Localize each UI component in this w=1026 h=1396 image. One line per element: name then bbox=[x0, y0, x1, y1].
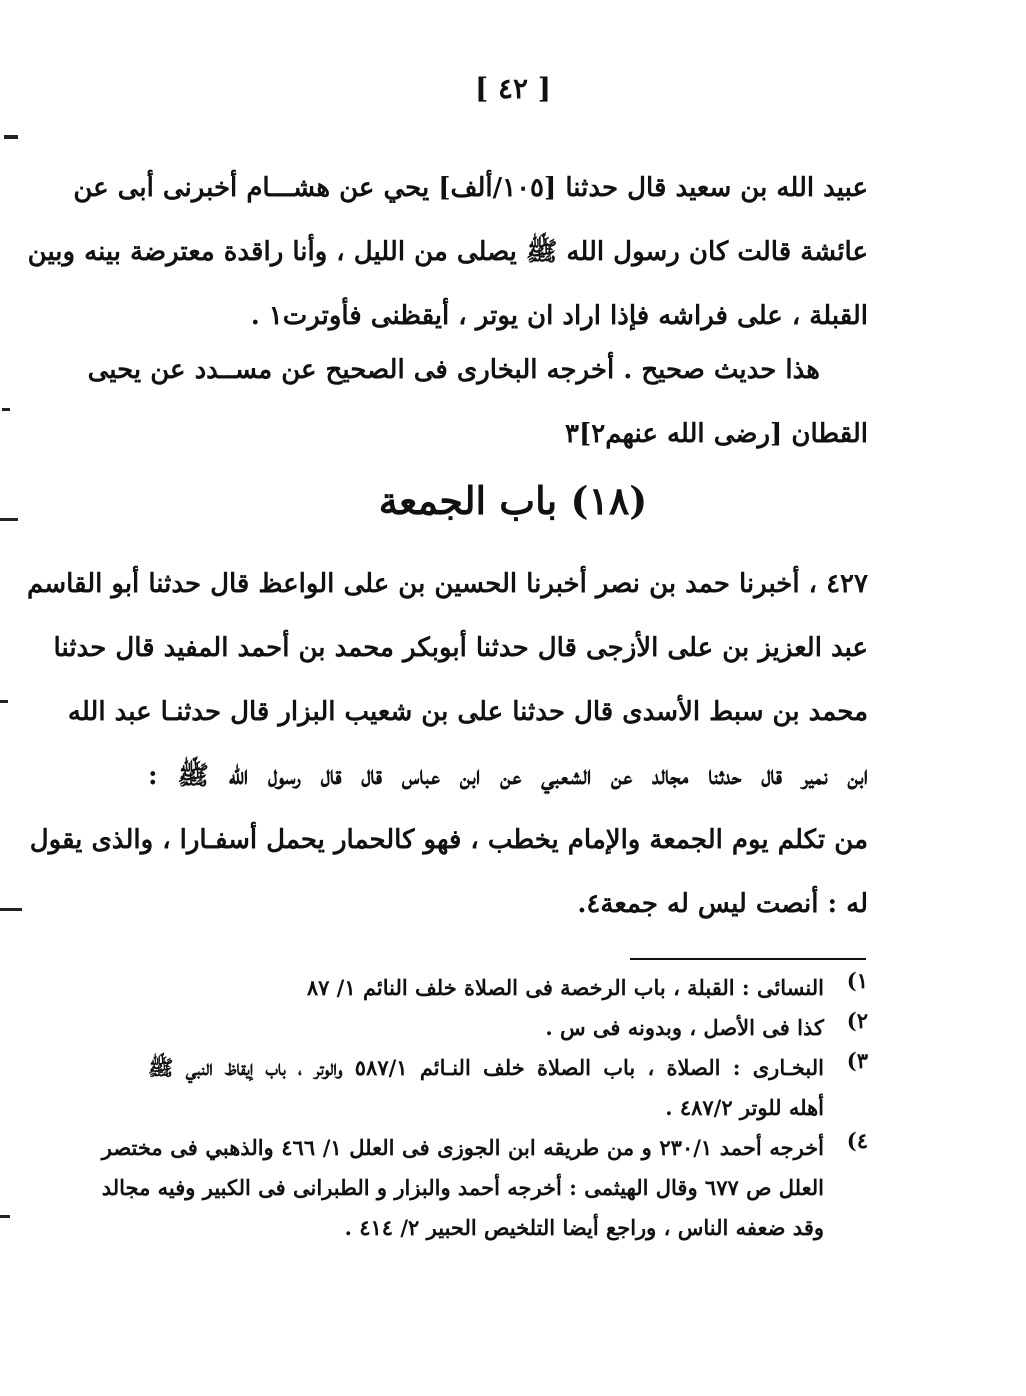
text-line: له : أنصت ليس له جمعة٤. bbox=[577, 889, 868, 919]
scan-mark bbox=[4, 135, 18, 139]
text-line: عبد العزيز بن على الأزجى قال حدثنا أبوبكر محمد بن أحمد المفيد قال حدثنا bbox=[53, 633, 868, 663]
footnote-line: وقد ضعفه الناس ، وراجع أيضا التلخيص الحبير ٢/ ٤١٤ . bbox=[344, 1215, 824, 1240]
page-number: [ ٤٢ ] bbox=[474, 72, 552, 105]
text-line: عائشة قالت كان رسول الله ﷺ يصلى من الليل ، وأنا راقدة معترضة بينه وبين bbox=[27, 237, 868, 267]
text-line: القطان [رضى الله عنهم٢]٣ bbox=[565, 419, 868, 449]
text-line: عبيد الله بن سعيد قال حدثنا [١٠٥/ألف] يحي عن هشـــام أخبرنى أبى عن bbox=[73, 173, 868, 203]
footnote bbox=[148, 968, 868, 1008]
footnote-line: البخـارى : الصلاة ، باب الصلاة خلف النـائم ٥٨٧/١ والوتر ، باب إيقاظ النبي ﷺ bbox=[148, 1055, 824, 1080]
footnote bbox=[148, 1048, 868, 1128]
text-line: ابن نمير قال حدثنا مجالد عن الشعبي عن ابن عباس قال قال رسول الله ﷺ : bbox=[148, 761, 868, 791]
footnotes bbox=[101, 968, 868, 1248]
footnote bbox=[101, 1128, 868, 1248]
footnote-number: ١) bbox=[846, 968, 868, 993]
footnote-number: ٢) bbox=[846, 1008, 868, 1033]
text-line: ٤٢٧ ، أخبرنا حمد بن نصر أخبرنا الحسين بن على الواعظ قال حدثنا أبو القاسم bbox=[27, 569, 868, 599]
text-line: من تكلم يوم الجمعة والإمام يخطب ، فهو كالحمار يحمل أسفـارا ، والذى يقول bbox=[29, 825, 868, 855]
text-line: القبلة ، على فراشه فإذا اراد ان يوتر ، أيقظنى فأوترت١ . bbox=[250, 301, 868, 331]
scan-mark bbox=[0, 1215, 10, 1218]
paragraph-hadith-427 bbox=[27, 552, 868, 936]
footnote-line: أخرجه أحمد ٢٣٠/١ و من طريقه ابن الجوزى فى العلل ١/ ٤٦٦ والذهبي فى مختصر bbox=[101, 1135, 824, 1160]
scan-mark bbox=[2, 408, 10, 411]
footnote-line: النسائى : القبلة ، باب الرخصة فى الصلاة خلف النائم ١/ ٨٧ bbox=[306, 975, 824, 1000]
scan-mark bbox=[0, 700, 8, 703]
paragraph-hadith-426 bbox=[27, 156, 868, 348]
text-line: محمد بن سبط الأسدى قال حدثنا على بن شعيب البزار قال حدثنـا عبد الله bbox=[67, 697, 868, 727]
paragraph-commentary bbox=[87, 338, 868, 466]
footnote-number: ٣) bbox=[846, 1048, 868, 1073]
footnote-number: ٤) bbox=[846, 1128, 868, 1153]
chapter-title: (١٨) باب الجمعة bbox=[378, 478, 648, 523]
footnote-line: أهله للوتر ٤٨٧/٢ . bbox=[665, 1095, 824, 1120]
footnote-line: كذا فى الأصل ، وبدونه فى س . bbox=[545, 1015, 824, 1040]
scan-mark bbox=[0, 908, 22, 911]
footnote-line: العلل ص ٦٧٧ وقال الهيثمى : أخرجه أحمد والبزار و الطبرانى فى الكبير وفيه مجالد bbox=[101, 1175, 824, 1200]
footnote-divider bbox=[630, 958, 866, 960]
footnote bbox=[148, 1008, 868, 1048]
text-line: هذا حديث صحيح . أخرجه البخارى فى الصحيح عن مســدد عن يحيى bbox=[87, 355, 820, 385]
